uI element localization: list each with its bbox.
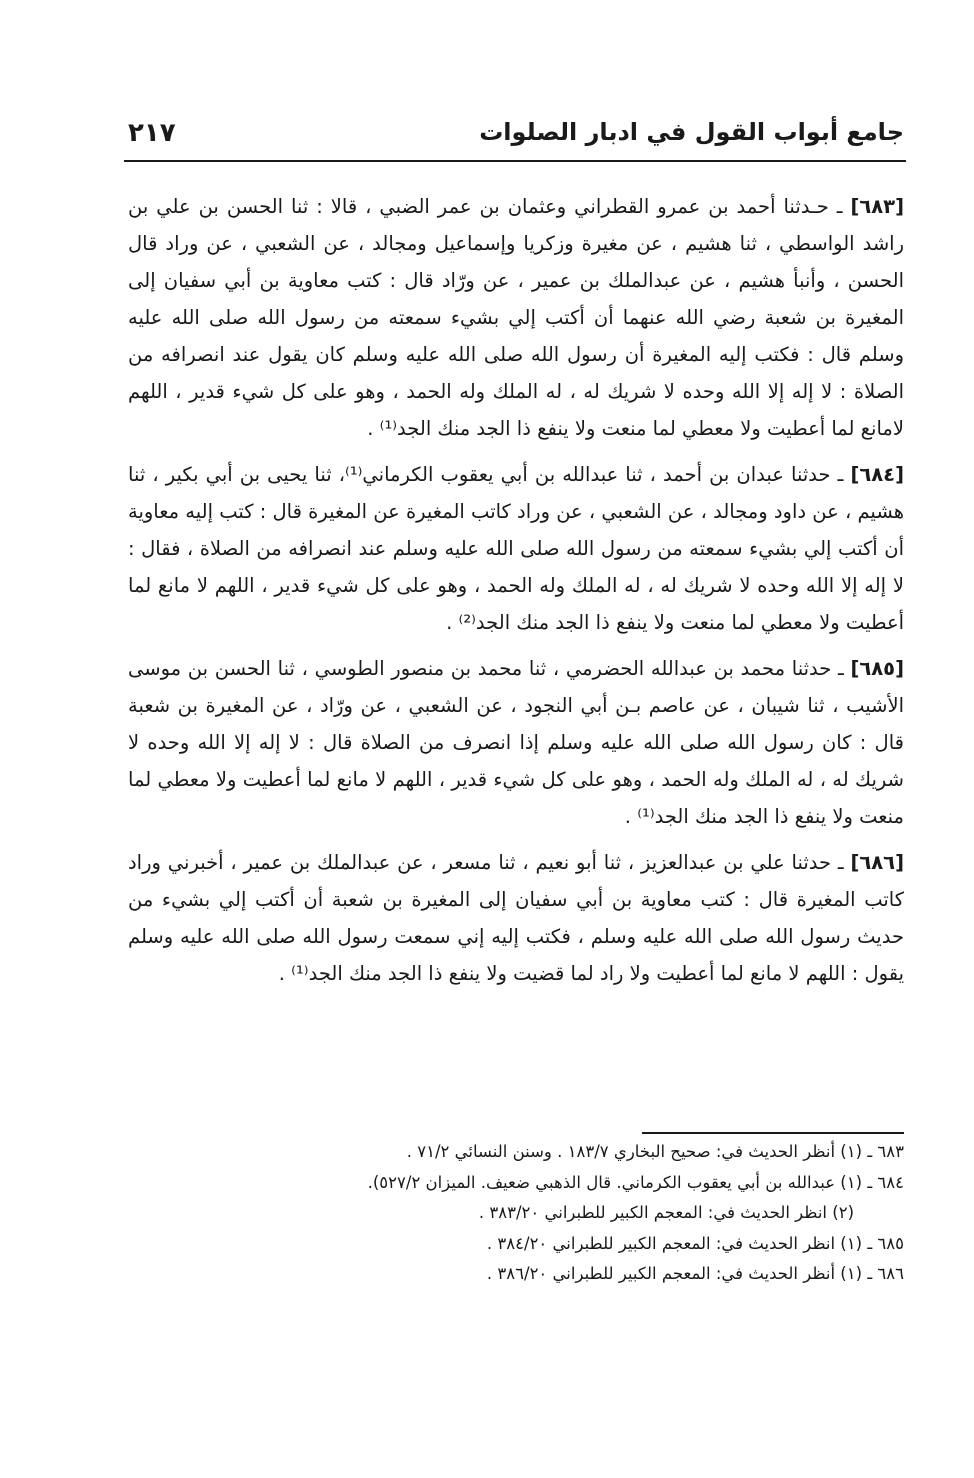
footnote bbox=[128, 1168, 904, 1199]
main-text bbox=[128, 188, 904, 1001]
footnote-text: (١) أنظر الحديث في: المعجم الكبير للطبراني ٣٨٦/٢٠ . bbox=[486, 1264, 863, 1283]
footnote-text: (٢) انظر الحديث في: المعجم الكبير للطبراني ٣٨٣/٢٠ . bbox=[478, 1203, 854, 1222]
header-divider bbox=[124, 160, 906, 162]
footnote-ref: ٦٨٤ ـ bbox=[867, 1172, 904, 1192]
hadith-paragraph bbox=[128, 650, 904, 835]
hadith-text: ـ حدثنا محمد بن عبدالله الحضرمي ، ثنا محمد بن منصور الطوسي ، ثنا الحسن بن موسى الأشيب ، ثنا شيبان ، عن عاصم بـن أبي النجود ، عن الشعبي ، عن ورّاد ، عن المغيرة بن شعبة قال : كان رسول الله صلى الله عليه وسلم إذا انصرف من الصلاة قال : لا إله إلا الله وحده لا شريك له ، له الملك وله الحمد ، وهو على كل شيء قدير ، اللهم لا مانع لما أعطيت ولا معطي لما منعت ولا ينفع ذا الجد منك الجد⁽¹⁾ . bbox=[128, 657, 904, 828]
footnotes bbox=[128, 1137, 904, 1290]
footnote-divider bbox=[642, 1132, 904, 1134]
footnote-text: (١) عبدالله بن أبي يعقوب الكرماني. قال الذهبي ضعيف. الميزان ٥٢٧/٢). bbox=[367, 1172, 863, 1192]
hadith-number: [٦٨٦] bbox=[850, 851, 904, 874]
hadith-number: [٦٨٤] bbox=[850, 463, 905, 486]
page-number: ٢١٧ bbox=[128, 118, 176, 148]
hadith-number: [٦٨٥] bbox=[850, 657, 905, 680]
hadith-text: ـ حدثنا عبدان بن أحمد ، ثنا عبدالله بن أبي يعقوب الكرماني⁽¹⁾، ثنا يحيى بن أبي بكير ، ثنا هشيم ، عن داود ومجالد ، عن الشعبي ، عن وراد كاتب المغيرة عن المغيرة قال : كتب إليه معاوية أن أكتب إلي بشيء سمعته من رسول الله صلى الله عليه وسلم عند انصرافه من الصلاة ، فقال : لا إله إلا الله وحده لا شريك له ، له الملك وله الحمد ، وهو على كل شيء قدير ، اللهم لا مانع لما أعطيت ولا معطي لما منعت ولا ينفع ذا الجد منك الجد⁽²⁾ . bbox=[128, 463, 904, 634]
hadith-paragraph bbox=[128, 456, 904, 641]
hadith-text: ـ حـدثنا أحمد بن عمرو القطراني وعثمان بن عمر الضبي ، قالا : ثنا الحسن بن علي بن راشد الواسطي ، ثنا هشيم ، عن مغيرة وزكريا وإسماعيل ومجالد ، عن الشعبي ، عن وراد قال الحسن ، وأنبأ هشيم ، عن عبدالملك بن عمير ، عن ورّاد قال : كتب معاوية بن أبي سفيان إلى المغيرة بن شعبة رضي الله عنهما أن أكتب إلي بشيء سمعته من رسول الله صلى الله عليه وسلم قال : فكتب إليه المغيرة أن رسول الله صلى الله عليه وسلم كان يقول عند انصرافه من الصلاة : لا إله إلا الله وحده لا شريك له ، له الملك وله الحمد ، وهو على كل شيء قدير ، اللهم لامانع لما أعطيت ولا معطي لما منعت ولا ينفع ذا الجد منك الجد⁽¹⁾ . bbox=[128, 195, 904, 440]
page-header bbox=[128, 110, 904, 158]
footnote-ref: ٦٨٦ ـ bbox=[867, 1264, 904, 1283]
footnote bbox=[128, 1137, 904, 1168]
hadith-number: [٦٨٣] bbox=[850, 195, 904, 218]
hadith-paragraph bbox=[128, 844, 904, 992]
footnote-text: (١) أنظر الحديث في: صحيح البخاري ١٨٣/٧ . وسنن النسائي ٧١/٢ . bbox=[406, 1142, 863, 1161]
footnote-ref: ٦٨٥ ـ bbox=[867, 1233, 904, 1253]
footnote bbox=[128, 1198, 904, 1229]
hadith-paragraph bbox=[128, 188, 904, 447]
hadith-text: ـ حدثنا علي بن عبدالعزيز ، ثنا أبو نعيم ، ثنا مسعر ، عن عبدالملك بن عمير ، أخبرني وراد كاتب المغيرة قال : كتب معاوية بن أبي سفيان إلى المغيرة بن شعبة أن أكتب إلي بشيء من حديث رسول الله صلى الله عليه وسلم ، فكتب إليه إني سمعت رسول الله صلى الله عليه وسلم يقول : اللهم لا مانع لما أعطيت ولا راد لما قضيت ولا ينفع ذا الجد منك الجد⁽¹⁾ . bbox=[128, 851, 904, 985]
footnote-ref: ٦٨٣ ـ bbox=[867, 1142, 904, 1161]
footnote bbox=[128, 1229, 904, 1260]
running-title: جامع أبواب القول في ادبار الصلوات bbox=[479, 118, 904, 146]
footnote-text: (١) انظر الحديث في: المعجم الكبير للطبراني ٣٨٤/٢٠ . bbox=[486, 1233, 863, 1253]
footnote bbox=[128, 1259, 904, 1290]
